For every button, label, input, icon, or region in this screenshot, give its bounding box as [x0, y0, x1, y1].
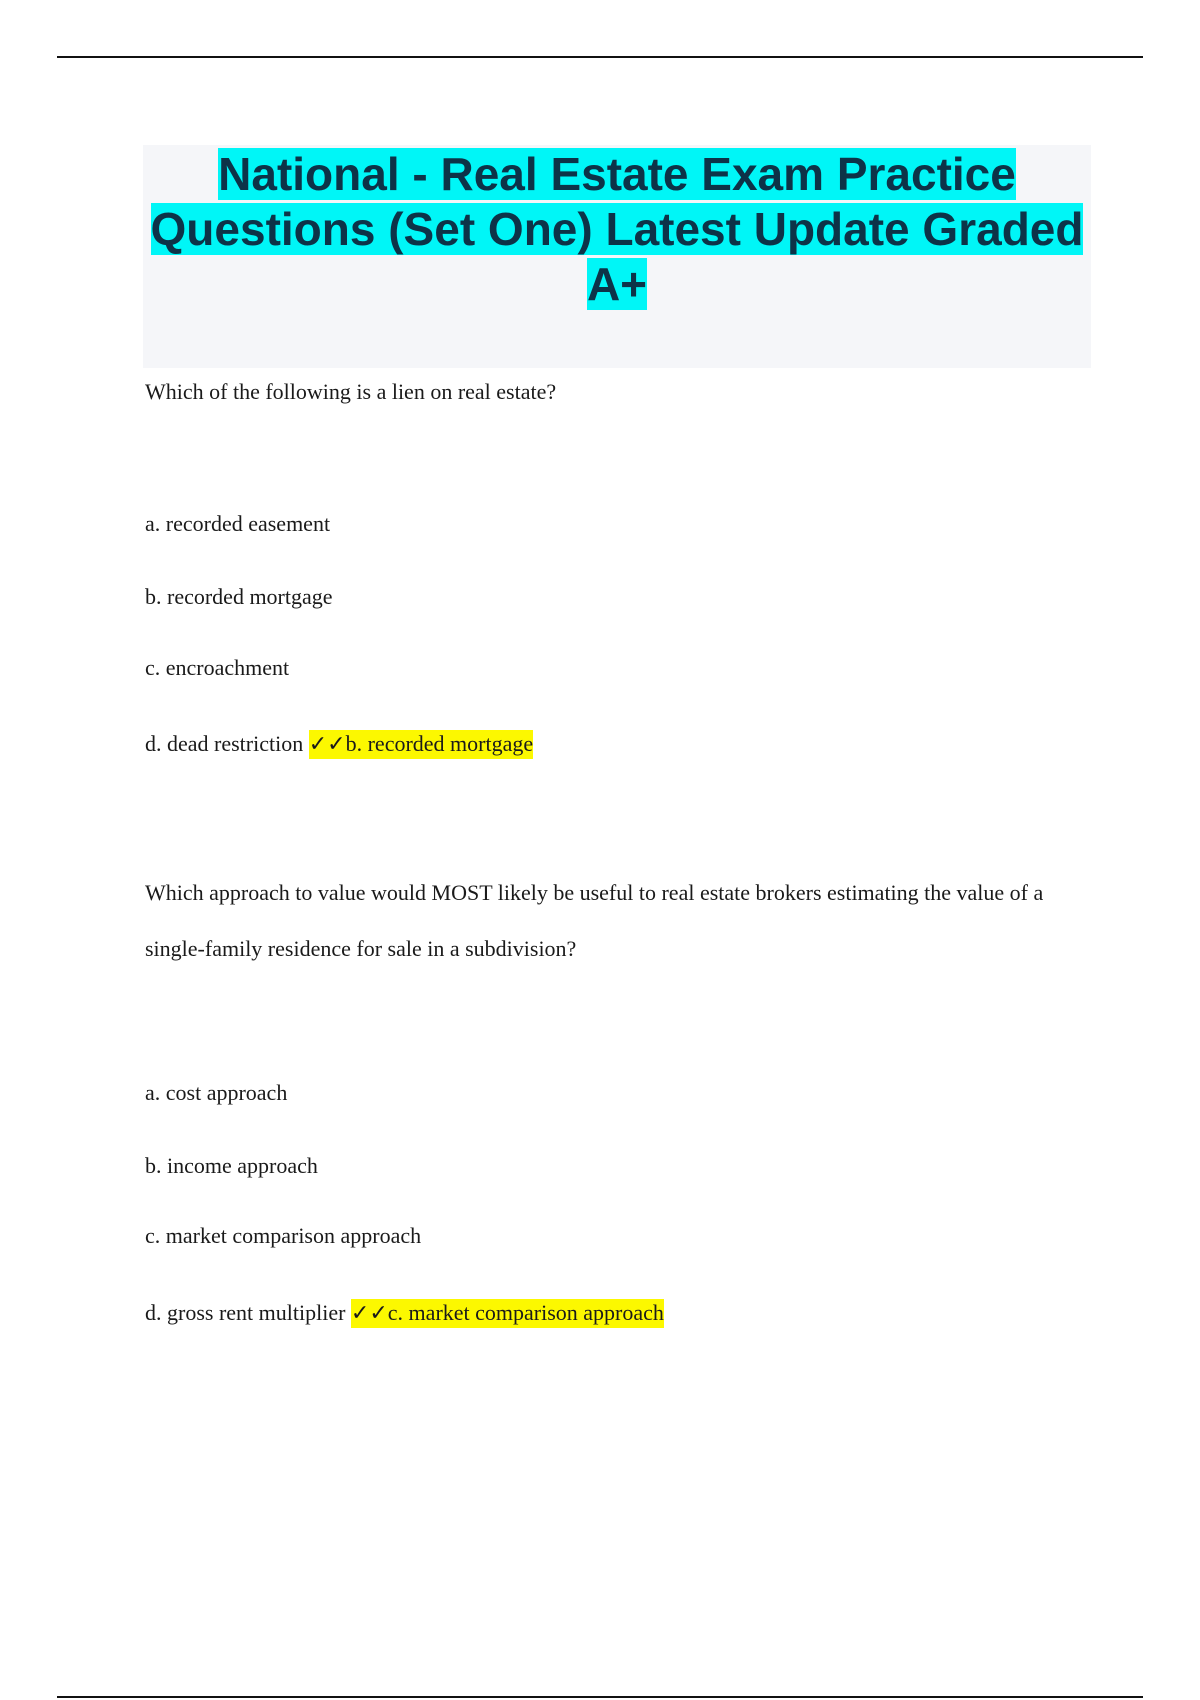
option-d-with-answer: [145, 1298, 664, 1329]
option-d: d. gross rent multiplier: [145, 1300, 346, 1325]
question-block-2: [145, 865, 1145, 1326]
option-b: b. income approach: [145, 1153, 318, 1178]
option-c: c. encroachment: [145, 655, 290, 680]
document-title: [143, 147, 1091, 312]
question-text: Which of the following is a lien on real estate?: [145, 379, 557, 404]
footer-rule: [57, 1696, 1143, 1698]
double-check-icon: ✓✓: [308, 732, 346, 757]
answer-highlight: [351, 1299, 664, 1328]
answer-highlight: [309, 730, 533, 759]
option-a: a. recorded easement: [145, 511, 331, 536]
header-rule: [57, 56, 1143, 58]
option-a: a. cost approach: [145, 1080, 288, 1105]
option-d: d. dead restriction: [145, 731, 304, 756]
question-text: Which approach to value would MOST likely be useful to real estate brokers estimating the value of a single-family residence for sale in a subdivision?: [145, 880, 1044, 961]
title-block: [143, 145, 1091, 368]
option-c: c. market comparison approach: [145, 1223, 422, 1248]
answer-text: b. recorded mortgage: [345, 731, 534, 756]
option-d-with-answer: [145, 729, 533, 760]
document-title-text: National - Real Estate Exam Practice Questions (Set One) Latest Update Graded A+: [150, 148, 1084, 310]
option-b: b. recorded mortgage: [145, 584, 333, 609]
double-check-icon: ✓✓: [350, 1301, 388, 1326]
question-block-1: [145, 364, 1145, 757]
answer-text: c. market comparison approach: [387, 1300, 664, 1325]
